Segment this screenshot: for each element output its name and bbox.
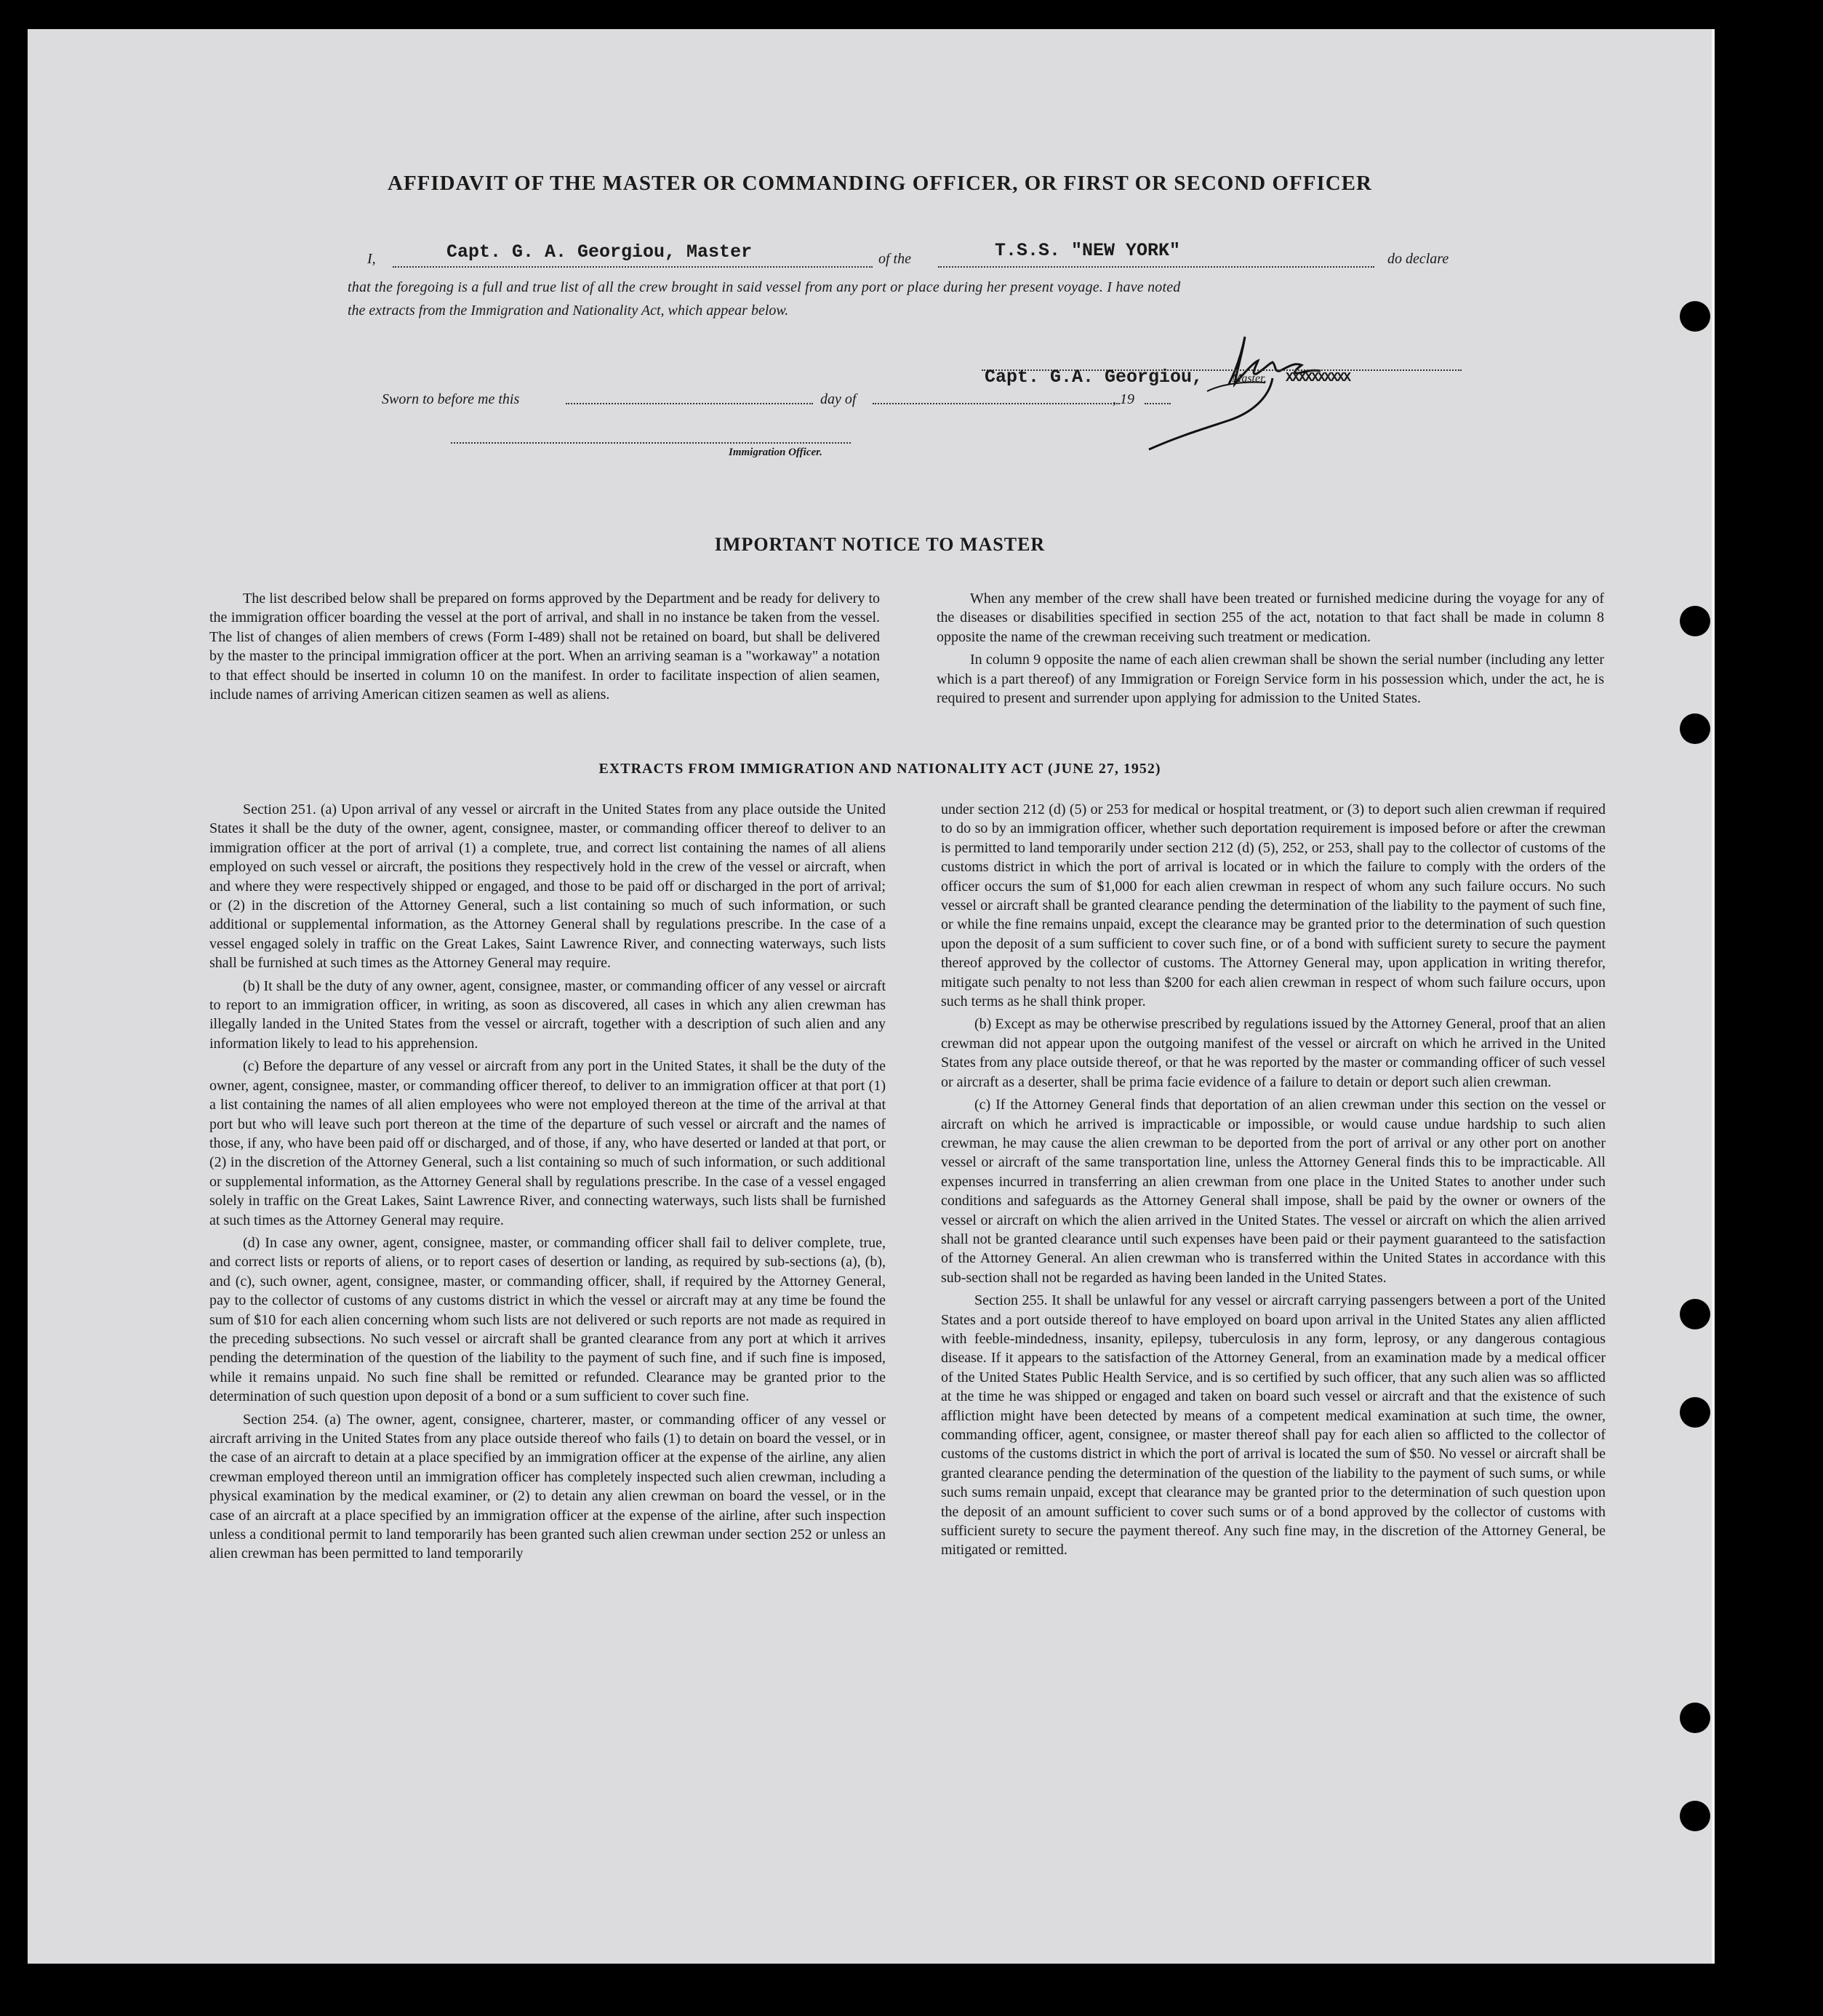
day-of-label: day of <box>820 391 857 407</box>
immigration-officer-field <box>451 425 851 444</box>
punch-hole-4 <box>1680 1299 1710 1329</box>
notice-right-text-2: In column 9 opposite the name of each alien crewman shall be shown the serial number (including any letter which is a part thereof) of any Immigration or Foreign Service form in his possession which, under the act, he is required to present and surrender upon applying for admission to the United States. <box>937 652 1604 707</box>
section-254-c: (c) If the Attorney General finds that deportation of an alien crewman under this section on the vessel or aircraft on which he arrived is impracticable or impossible, or would cause undue hardship to such alien crewman, he may cause the alien crewman to be deported from the port of arrival or any other port on another vessel or aircraft of the same transportation line, unless the Attorney General finds this to be impracticable. All expenses incurred in transferring an alien crewman from one place in the United States to another under such conditions and safeguards as the Attorney General shall impose, shall be paid by the owner or owners of the vessel or aircraft on which the alien arrived in the United States. The vessel or aircraft on which the alien arrived shall not be granted clearance until such expenses have been paid or their payment guaranteed to the satisfaction of the Attorney General. An alien crewman who is transferred within the United States in accordance with this sub-section shall not be regarded as having been landed in the United States. <box>941 1097 1606 1286</box>
vessel-value: T.S.S. "NEW YORK" <box>995 240 1181 261</box>
affidavit-title: AFFIDAVIT OF THE MASTER OR COMMANDING OFFICER, OR FIRST OR SECOND OFFICER <box>388 172 1372 195</box>
month-field <box>873 385 1120 404</box>
year-label: , 19 <box>1113 391 1134 407</box>
notice-title: IMPORTANT NOTICE TO MASTER <box>714 534 1046 555</box>
punch-hole-7 <box>1680 1801 1710 1831</box>
punch-hole-6 <box>1680 1703 1710 1733</box>
section-251-a: Section 251. (a) Upon arrival of any vessel or aircraft in the United States from any place outside the United States it shall be the duty of the owner, agent, consignee, master, or commanding officer thereof to deliver to an immigration officer at the port of arrival (1) a complete, true, and correct list containing the names of all aliens employed on such vessel or aircraft, the positions they respectively hold in the crew of the vessel or aircraft, when and where they were respectively shipped or engaged, and those to be paid off or discharged in the port of arrival; or (2) in the discretion of the Attorney General, such a list containing so much of such information, or such additional or supplemental information, as the Attorney General shall by regulations prescribe. In the case of a vessel engaged solely in traffic on the Great Lakes, Saint Lawrence River, and connecting waterways, such lists shall be furnished at such times as the Attorney General may require. <box>209 801 886 972</box>
master-label: Master, <box>1232 372 1267 385</box>
extracts-title: EXTRACTS FROM IMMIGRATION AND NATIONALITY ACT (JUNE 27, 1952) <box>598 761 1161 777</box>
punch-hole-2 <box>1680 606 1710 636</box>
sworn-label: Sworn to before me this <box>382 391 520 407</box>
notice-left-column <box>209 589 880 708</box>
master-name-value: Capt. G. A. Georgiou, Master <box>446 241 753 263</box>
section-254-a-cont: under section 212 (d) (5) or 253 for medical or hospital treatment, or (3) to deport such alien crewman if required to do so by an immigration officer, whether such deportation requirement is imposed before or after the crewman is permitted to land temporarily under section 212 (d) (5), 252, or 253, shall pay to the collector of customs of the customs district in which the port of arrival is located or in which the failure to comply with the orders of the officer occurs the sum of $1,000 for each alien crewman in respect of whom any such failure occurs. No such vessel or aircraft shall be granted clearance pending the determination of the liability to the payment of such fine, or while the fine remains unpaid, except the clearance may be granted prior to the determination of such question upon the deposit of a sum sufficient to cover such fine, or of a bond with sufficient surety to secure the payment thereof approved by the collector of customs. The Attorney General may, upon application in writing therefor, mitigate such penalty to not less than $200 for each alien crewman in respect of whom such failure occurs, upon such terms as he shall think proper. <box>941 801 1606 1010</box>
immigration-officer-label: Immigration Officer. <box>729 447 822 458</box>
punch-hole-1 <box>1680 301 1710 332</box>
affidavit-line-2: that the foregoing is a full and true list of all the crew brought in said vessel from any port or place during her present voyage. I have noted <box>348 279 1181 295</box>
notice-right-text-1: When any member of the crew shall have been treated or furnished medicine during the voyage for any of the diseases or disabilities specified in section 255 of the act, notation to that fact shall be made in column 8 opposite the name of the crewman receiving such treatment or medication. <box>937 591 1604 645</box>
punch-hole-3 <box>1680 713 1710 744</box>
notice-right-column <box>937 589 1604 711</box>
section-251-b: (b) It shall be the duty of any owner, agent, consignee, master, or commanding officer of any vessel or aircraft to report to an immigration officer, in writing, as soon as discovered, all cases in which any alien crewman has illegally landed in the United States from the vessel or aircraft, together with a description of such alien and any information likely to lead to his apprehension. <box>209 977 886 1052</box>
affidavit-line-3: the extracts from the Immigration and Nationality Act, which appear below. <box>348 303 789 319</box>
section-251-c: (c) Before the departure of any vessel or aircraft from any port in the United States, it shall be the duty of the owner, agent, consignee, master, or commanding officer thereof, to deliver to an immigration officer at that port (1) a list containing the names of all alien employees who were not employed thereon at the time of the arrival at that port but who will leave such port thereon at the time of the departure of such vessel or aircraft and the names of those, if any, who have been paid off or discharged, and of those, if any, who have deserted or landed at that port, or (2) in the discretion of the Attorney General, such a list containing so much of such information, or such additional or supplemental information, as the Attorney General shall by regulations prescribe. In the case of a vessel engaged solely in traffic on the Great Lakes, Saint Lawrence River, and connecting waterways, such lists shall be furnished at such times as the Attorney General may require. <box>209 1058 886 1228</box>
affidavit-prefix: I, <box>367 251 376 267</box>
extracts-right-column <box>941 800 1606 1564</box>
section-255: Section 255. It shall be unlawful for any vessel or aircraft carrying passengers between a port of the United States and a port outside thereof to have employed on board upon arrival in the United States any alien afflicted with feeble-mindedness, insanity, epilepsy, tuberculosis in any form, leprosy, or any dangerous contagious disease. If it appears to the satisfaction of the Attorney General, from an examination made by a medical officer of the United States Public Health Service, and is so certified by such officer, that any such alien was so afflicted at the time he was shipped or engaged and taken on board such vessel or aircraft and that the existence of such affliction might have been detected by means of a competent medical examination at such time, the owner, commanding officer, agent, consignee, or master thereof shall pay for each alien so afflicted to the collector of customs of the customs district in which the port of arrival is located the sum of $50. No vessel or aircraft shall be granted clearance pending the determination of the question of the liability to the payment of such sums, or while such sums remain unpaid, except that clearance may be granted prior to the determination of such question upon the deposit of an amount sufficient to cover such sums or of a bond approved by the collector of customs with sufficient surety to secure the payment thereof. Any such fine may, in the discretion of the Attorney General, be mitigated or remitted. <box>941 1292 1606 1559</box>
crossed-out-text: XXXXXXXXXX <box>1286 371 1350 385</box>
of-the-label: of the <box>878 251 911 267</box>
punch-hole-5 <box>1680 1397 1710 1428</box>
signer-name: Capt. G.A. Georgiou, <box>985 367 1203 388</box>
section-254-a: Section 254. (a) The owner, agent, consignee, charterer, master, or commanding officer of any vessel or aircraft arriving in the United States from any place outside thereof who fails (1) to detain on board the vessel, or in the case of an aircraft to detain at a place specified by an immigration officer at the expense of the airline, any alien crewman employed thereon until an immigration officer has completely inspected such alien crewman, including a physical examination by the medical examiner, or (2) to detain any alien crewman on board the vessel, or in the case of an aircraft at a place specified by an immigration officer at the expense of the airline, after such inspection unless a conditional permit to land temporarily has been granted such alien crewman under section 252 or unless an alien crewman has been permitted to land temporarily <box>209 1411 886 1562</box>
extracts-left-column <box>209 800 886 1567</box>
section-251-d: (d) In case any owner, agent, consignee, master, or commanding officer shall fail to deliver complete, true, and correct lists or reports of aliens, or to report cases of desertion or landing, as required by sub-sections (a), (b), and (c), such owner, agent, consignee, master, or commanding officer, shall, if required by the Attorney General, pay to the collector of customs of any customs district in which the vessel or aircraft may at any time be found the sum of $10 for each alien concerning whom such lists are not delivered or such reports are not made as required in the preceding subsections. No such vessel or aircraft shall be granted clearance from any port at which it arrives pending the determination of the question of the liability to the payment of such fine, and if such fine is imposed, while it remains unpaid. No such fine shall be remitted or refunded. Clearance may be granted prior to the determination of such question upon deposit of a bond or a sum sufficient to cover such fine. <box>209 1234 886 1405</box>
sworn-date-field <box>566 385 813 404</box>
year-field <box>1145 385 1171 404</box>
section-254-b: (b) Except as may be otherwise prescribed by regulations issued by the Attorney General, proof that an alien crewman did not appear upon the outgoing manifest of the vessel or aircraft on which he arrived in the United States from any place outside thereof, or that he was reported by the master or commanding officer of such vessel or aircraft as a deserter, shall be prima facie evidence of a failure to detain or deport such alien crewman. <box>941 1016 1606 1090</box>
notice-left-text: The list described below shall be prepared on forms approved by the Department and be ready for delivery to the immigration officer boarding the vessel at the port of arrival, and shall in no instance be taken from the vessel. The list of changes of alien members of crews (Form I-489) shall not be retained on board, but shall be delivered by the master to the principal immigration officer at the port. When an arriving seaman is a "workaway" a notation to that effect should be inserted in column 10 on the manifest. In order to facilitate inspection of alien seamen, include names of arriving American citizen seamen as well as aliens. <box>209 591 880 703</box>
do-declare-label: do declare <box>1387 251 1449 267</box>
